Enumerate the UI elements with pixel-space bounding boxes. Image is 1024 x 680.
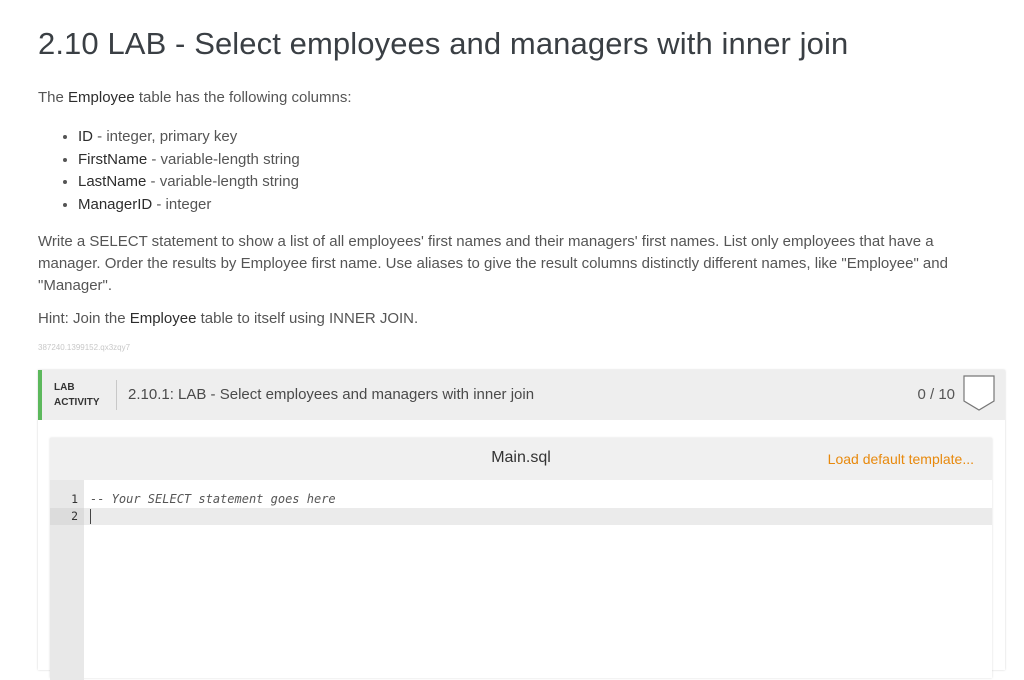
- activity-id: 387240.1399152.qx3zqy7: [38, 343, 131, 352]
- score-label: 0 / 10: [917, 386, 955, 403]
- column-list: [38, 126, 300, 216]
- column-desc: - integer, primary key: [93, 128, 238, 145]
- editor-header: [50, 438, 992, 480]
- hint-post: table to itself using INNER JOIN.: [196, 310, 419, 327]
- column-desc: - variable-length string: [147, 150, 300, 168]
- list-item: [78, 194, 300, 217]
- column-desc: - integer: [152, 195, 212, 213]
- column-name: FirstName: [78, 150, 148, 168]
- column-name: ID: [78, 128, 93, 145]
- instructions-text: Write a SELECT statement to show a list of all employees' first names and their managers' first names. List only employees that have a manager. Order the results by Employee first name. Use aliases to give the result columns distinctly different names, like "Employee" and "Manager".: [38, 233, 948, 294]
- file-name-tab[interactable]: Main.sql: [491, 449, 551, 466]
- lab-activity-header: [38, 370, 1005, 420]
- lab-tag-line2: ACTIVITY: [54, 397, 100, 408]
- intro-post: table has the following columns:: [134, 89, 352, 106]
- intro-table-name: Employee: [68, 89, 135, 106]
- column-name: LastName: [78, 173, 147, 190]
- code-line[interactable]: -- Your SELECT statement goes here: [90, 492, 336, 506]
- hint-table-name: Employee: [129, 310, 197, 327]
- lab-tag-line1: LAB: [54, 382, 75, 393]
- code-editor: [50, 438, 992, 678]
- lab-activity-tag: [54, 380, 100, 410]
- line-number: 1: [71, 492, 78, 506]
- list-item: [78, 149, 300, 172]
- lab-activity: [38, 370, 1005, 670]
- line-number: 2: [71, 509, 78, 523]
- divider: [116, 380, 117, 410]
- active-line-highlight: [84, 508, 992, 525]
- load-default-template-link[interactable]: Load default template...: [827, 451, 974, 467]
- completion-shield-icon: [963, 375, 995, 411]
- list-item: [78, 171, 300, 194]
- column-name: ManagerID: [78, 195, 153, 213]
- lab-activity-title: 2.10.1: LAB - Select employees and managers with inner join: [128, 386, 535, 403]
- list-item: [78, 126, 300, 149]
- column-desc: - variable-length string: [146, 173, 299, 190]
- hint-pre: Hint: Join the: [38, 310, 130, 327]
- hint-text: [38, 308, 418, 330]
- intro-text: [38, 87, 352, 109]
- page-title: 2.10 LAB - Select employees and managers with inner join: [38, 26, 849, 61]
- text-cursor: [90, 509, 91, 524]
- intro-pre: The: [38, 89, 69, 106]
